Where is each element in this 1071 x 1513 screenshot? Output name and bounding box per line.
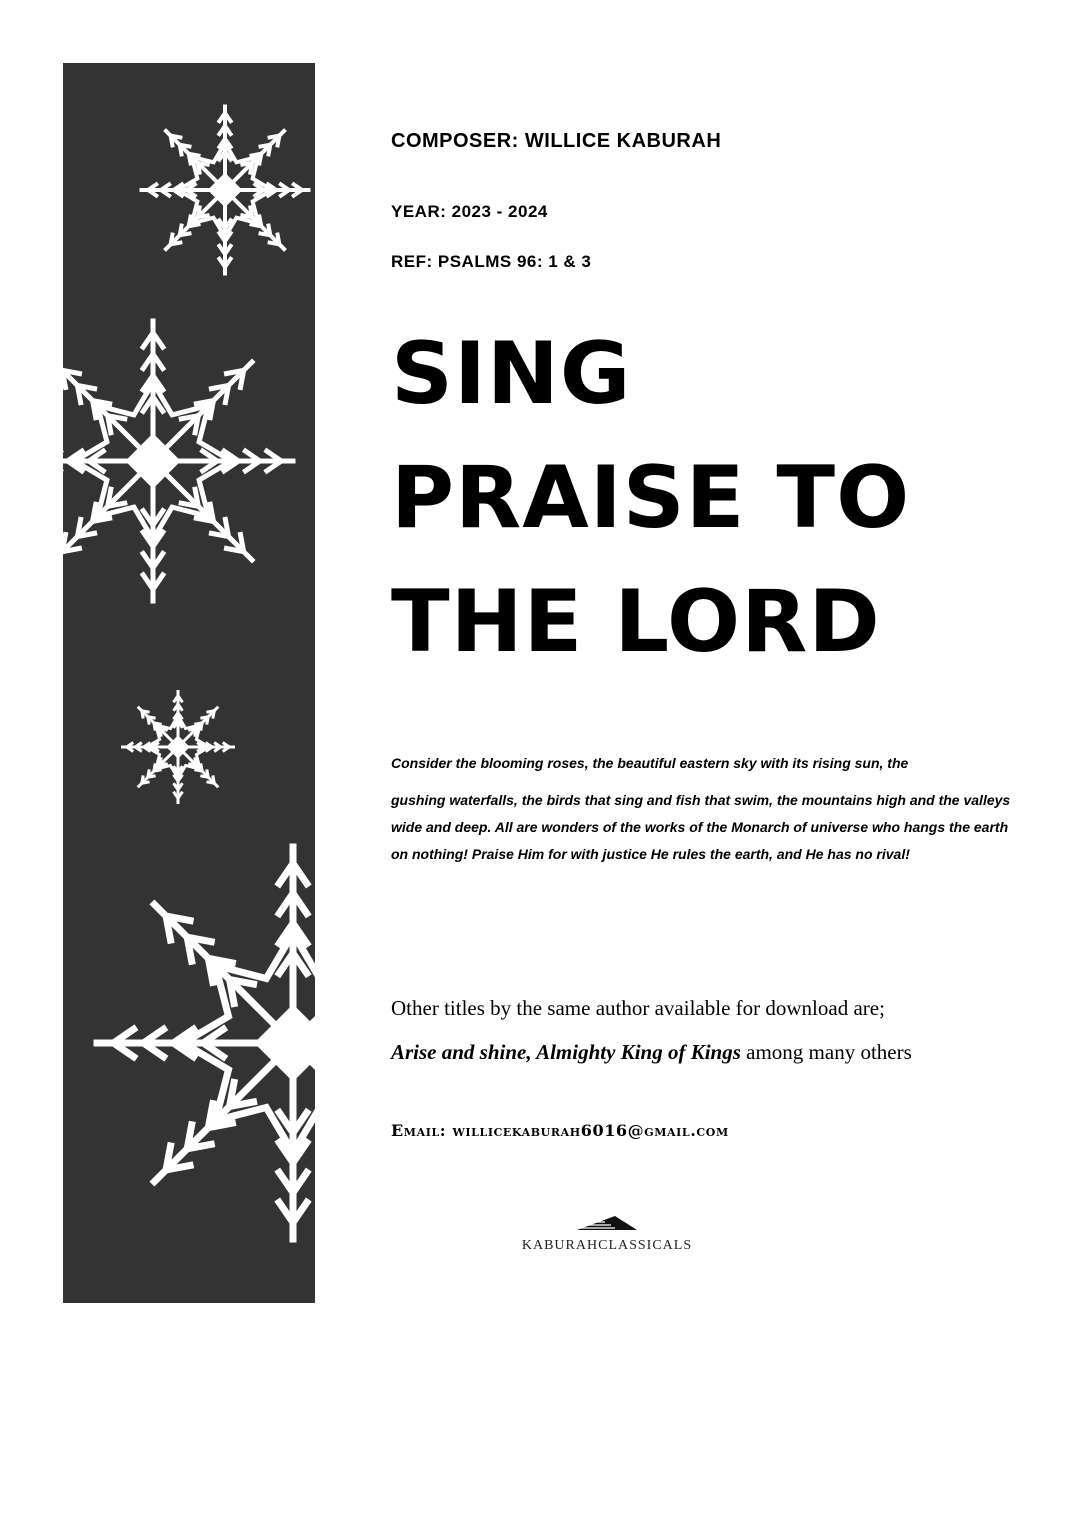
reference-label: REF: PSALMS 96: 1 & 3	[391, 252, 592, 271]
title-line: PRAISE TO	[391, 448, 911, 548]
snowflake-icon	[118, 685, 238, 810]
intro-rest: gushing waterfalls, the birds that sing and fish that swim, the mountains high and the valleys wide and deep. All are wonders of the works of the Monarch of universe who hangs the earth on nothing! Praise Him for with justice He rules the earth, and He has no rival!	[391, 792, 1011, 862]
other-titles-suffix: among many others	[740, 1040, 912, 1064]
other-titles: Arise and shine, Almighty King of Kings	[391, 1040, 741, 1064]
title-line: THE LORD	[391, 572, 881, 672]
snowflake-icon	[63, 291, 303, 631]
snowflake-icon	[135, 85, 315, 295]
title-line: SING	[391, 324, 632, 424]
page-title	[391, 312, 910, 684]
email-contact: Email: willicekaburah6016@gmail.com	[391, 1121, 729, 1140]
snowflake-icon	[83, 833, 315, 1253]
decorative-banner	[63, 63, 315, 1303]
intro-first-line: Consider the blooming roses, the beautiful eastern sky with its rising sun, the	[391, 755, 909, 771]
composer-label: COMPOSER: WILLICE KABURAH	[391, 130, 722, 152]
publisher-logo	[512, 1214, 702, 1254]
kaburah-classicals-logo	[575, 1214, 639, 1232]
other-titles-list	[391, 1040, 912, 1065]
publisher-name: KABURAHCLASSICALS	[521, 1238, 693, 1253]
intro-paragraph	[391, 750, 1011, 868]
other-titles-intro: Other titles by the same author available for download are;	[391, 996, 885, 1020]
year-label: YEAR: 2023 - 2024	[391, 202, 548, 221]
